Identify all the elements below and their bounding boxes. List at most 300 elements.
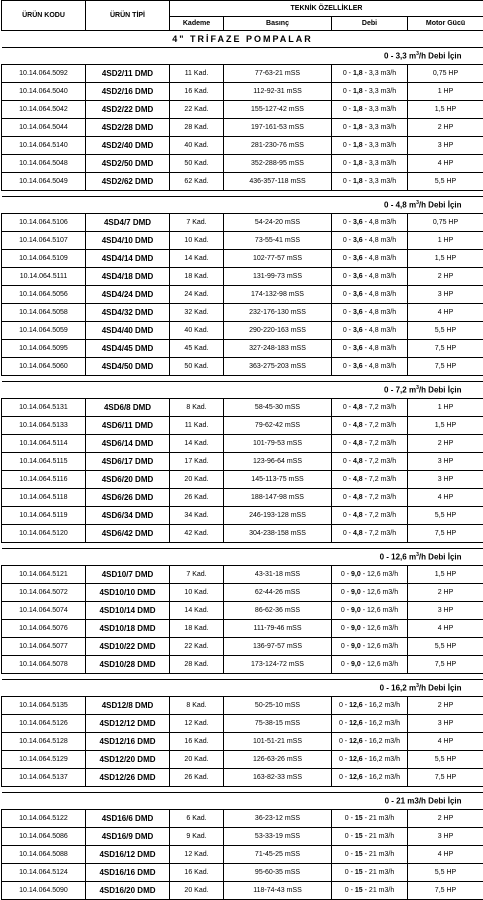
flow-nominal: 9,0	[351, 571, 361, 578]
stage-cell: 62 Kad.	[170, 173, 224, 191]
product-type-cell: 4SD12/16 DMD	[86, 733, 170, 751]
motor-power-cell: 3 HP	[408, 828, 483, 846]
table-row	[2, 471, 483, 489]
stage-cell: 14 Kad.	[170, 250, 224, 268]
flow-min: 0 -	[339, 756, 349, 763]
product-code-cell: 10.14.064.5107	[2, 232, 86, 250]
flow-min: 0 -	[343, 476, 353, 483]
motor-power-cell: 1,5 HP	[408, 101, 483, 119]
flow-nominal: 4,8	[353, 476, 363, 483]
stage-cell: 22 Kad.	[170, 638, 224, 656]
flow-min: 0 -	[339, 702, 349, 709]
motor-power-cell: 5,5 HP	[408, 751, 483, 769]
flow-cell	[332, 453, 408, 471]
product-code-cell: 10.14.064.5048	[2, 155, 86, 173]
header-product-code: ÜRÜN KODU	[2, 1, 86, 31]
flow-max: - 4,8 m3/h	[363, 237, 396, 244]
table-row	[2, 268, 483, 286]
product-type-cell: 4SD2/62 DMD	[86, 173, 170, 191]
flow-max: - 12,6 m3/h	[361, 625, 398, 632]
table-row	[2, 489, 483, 507]
table-row	[2, 566, 483, 584]
stage-cell: 40 Kad.	[170, 322, 224, 340]
flow-nominal: 4,8	[353, 404, 363, 411]
motor-power-cell: 1 HP	[408, 232, 483, 250]
product-code-cell: 10.14.064.5042	[2, 101, 86, 119]
flow-min: 0 -	[343, 458, 353, 465]
product-type-cell: 4SD6/34 DMD	[86, 507, 170, 525]
stage-cell: 14 Kad.	[170, 602, 224, 620]
flow-max: - 21 m3/h	[363, 815, 395, 822]
flow-max: - 4,8 m3/h	[363, 345, 396, 352]
product-type-cell: 4SD2/22 DMD	[86, 101, 170, 119]
flow-nominal: 1,8	[353, 106, 363, 113]
product-type-cell: 4SD2/50 DMD	[86, 155, 170, 173]
flow-min: 0 -	[341, 661, 351, 668]
motor-power-cell: 4 HP	[408, 489, 483, 507]
pressure-cell: 126-63-26 mSS	[224, 751, 332, 769]
product-code-cell: 10.14.064.5060	[2, 358, 86, 376]
flow-min: 0 -	[343, 327, 353, 334]
motor-power-cell: 0,75 HP	[408, 214, 483, 232]
flow-range-unit: /h Debi İçin	[419, 684, 462, 693]
table-row	[2, 525, 483, 543]
table-row	[2, 602, 483, 620]
flow-cell	[332, 214, 408, 232]
flow-min: 0 -	[343, 512, 353, 519]
product-code-cell: 10.14.064.5124	[2, 864, 86, 882]
flow-nominal: 15	[355, 851, 363, 858]
stage-cell: 18 Kad.	[170, 268, 224, 286]
flow-cell	[332, 417, 408, 435]
motor-power-cell: 4 HP	[408, 304, 483, 322]
product-code-cell: 10.14.064.5058	[2, 304, 86, 322]
flow-range-unit: /h Debi İçin	[419, 386, 462, 395]
pressure-cell: 86-62-36 mSS	[224, 602, 332, 620]
motor-power-cell: 2 HP	[408, 268, 483, 286]
flow-max: - 4,8 m3/h	[363, 327, 396, 334]
motor-power-cell: 5,5 HP	[408, 322, 483, 340]
pressure-cell: 352-288-95 mSS	[224, 155, 332, 173]
flow-min: 0 -	[343, 160, 353, 167]
table-row	[2, 584, 483, 602]
table-row	[2, 340, 483, 358]
product-code-cell: 10.14.064.5140	[2, 137, 86, 155]
flow-max: - 16,2 m3/h	[363, 720, 400, 727]
stage-cell: 9 Kad.	[170, 828, 224, 846]
flow-range-sup: 3	[416, 385, 419, 391]
flow-nominal: 9,0	[351, 607, 361, 614]
table-row	[2, 507, 483, 525]
flow-min: 0 -	[343, 273, 353, 280]
flow-cell	[332, 525, 408, 543]
product-type-cell: 4SD4/50 DMD	[86, 358, 170, 376]
stage-cell: 10 Kad.	[170, 584, 224, 602]
table-row	[2, 286, 483, 304]
flow-range-label	[2, 48, 483, 65]
flow-cell	[332, 846, 408, 864]
stage-cell: 26 Kad.	[170, 769, 224, 787]
stage-cell: 17 Kad.	[170, 453, 224, 471]
table-row	[2, 232, 483, 250]
flow-cell	[332, 322, 408, 340]
flow-cell	[332, 769, 408, 787]
stage-cell: 28 Kad.	[170, 119, 224, 137]
product-code-cell: 10.14.064.5114	[2, 435, 86, 453]
table-row	[2, 435, 483, 453]
flow-range-text: 0 - 3,3 m	[384, 52, 416, 61]
pressure-cell: 173-124-72 mSS	[224, 656, 332, 674]
stage-cell: 16 Kad.	[170, 864, 224, 882]
pressure-cell: 62-44-26 mSS	[224, 584, 332, 602]
flow-max: - 4,8 m3/h	[363, 363, 396, 370]
table-row	[2, 83, 483, 101]
stage-cell: 12 Kad.	[170, 715, 224, 733]
product-code-cell: 10.14.064.5129	[2, 751, 86, 769]
table-row	[2, 250, 483, 268]
pump-spec-table	[1, 0, 483, 900]
flow-cell	[332, 471, 408, 489]
product-code-cell: 10.14.064.5086	[2, 828, 86, 846]
stage-cell: 16 Kad.	[170, 83, 224, 101]
flow-nominal: 12,6	[349, 720, 363, 727]
flow-max: - 21 m3/h	[363, 833, 395, 840]
motor-power-cell: 7,5 HP	[408, 769, 483, 787]
flow-max: - 3,3 m3/h	[363, 106, 396, 113]
motor-power-cell: 2 HP	[408, 435, 483, 453]
flow-nominal: 3,6	[353, 219, 363, 226]
flow-min: 0 -	[345, 887, 355, 894]
flow-max: - 3,3 m3/h	[363, 178, 396, 185]
flow-cell	[332, 584, 408, 602]
pressure-cell: 53-33-19 mSS	[224, 828, 332, 846]
table-row	[2, 733, 483, 751]
flow-max: - 7,2 m3/h	[363, 440, 396, 447]
motor-power-cell: 1 HP	[408, 399, 483, 417]
table-row	[2, 214, 483, 232]
motor-power-cell: 1 HP	[408, 83, 483, 101]
flow-nominal: 1,8	[353, 160, 363, 167]
motor-power-cell: 4 HP	[408, 155, 483, 173]
flow-nominal: 9,0	[351, 661, 361, 668]
flow-range-unit: /h Debi İçin	[419, 52, 462, 61]
flow-nominal: 4,8	[353, 422, 363, 429]
product-code-cell: 10.14.064.5106	[2, 214, 86, 232]
header-technical-specs: TEKNİK ÖZELLİKLER	[170, 1, 483, 17]
stage-cell: 45 Kad.	[170, 340, 224, 358]
flow-cell	[332, 155, 408, 173]
flow-min: 0 -	[345, 815, 355, 822]
flow-cell	[332, 119, 408, 137]
flow-max: - 12,6 m3/h	[361, 589, 398, 596]
table-row	[2, 101, 483, 119]
flow-min: 0 -	[343, 142, 353, 149]
product-type-cell: 4SD4/7 DMD	[86, 214, 170, 232]
product-type-cell: 4SD12/20 DMD	[86, 751, 170, 769]
flow-range-text: 0 - 7,2 m	[384, 386, 416, 395]
flow-min: 0 -	[343, 404, 353, 411]
flow-max: - 3,3 m3/h	[363, 124, 396, 131]
pressure-cell: 163-82-33 mSS	[224, 769, 332, 787]
pressure-cell: 43-31-18 mSS	[224, 566, 332, 584]
stage-cell: 50 Kad.	[170, 358, 224, 376]
flow-range-header	[2, 382, 483, 399]
flow-max: - 12,6 m3/h	[361, 643, 398, 650]
motor-power-cell: 7,5 HP	[408, 358, 483, 376]
motor-power-cell: 3 HP	[408, 602, 483, 620]
flow-cell	[332, 286, 408, 304]
flow-nominal: 12,6	[349, 774, 363, 781]
product-code-cell: 10.14.064.5120	[2, 525, 86, 543]
flow-cell	[332, 810, 408, 828]
product-type-cell: 4SD12/26 DMD	[86, 769, 170, 787]
stage-cell: 18 Kad.	[170, 620, 224, 638]
flow-max: - 4,8 m3/h	[363, 291, 396, 298]
stage-cell: 7 Kad.	[170, 214, 224, 232]
motor-power-cell: 1,5 HP	[408, 417, 483, 435]
flow-nominal: 3,6	[353, 345, 363, 352]
pressure-cell: 363-275-203 mSS	[224, 358, 332, 376]
flow-nominal: 12,6	[349, 756, 363, 763]
pressure-cell: 118-74-43 mSS	[224, 882, 332, 900]
table-row	[2, 882, 483, 900]
flow-max: - 16,2 m3/h	[363, 702, 400, 709]
motor-power-cell: 2 HP	[408, 810, 483, 828]
motor-power-cell: 4 HP	[408, 620, 483, 638]
table-row	[2, 715, 483, 733]
pressure-cell: 102-77-57 mSS	[224, 250, 332, 268]
flow-nominal: 3,6	[353, 273, 363, 280]
product-code-cell: 10.14.064.5109	[2, 250, 86, 268]
header-pressure: Basınç	[224, 17, 332, 31]
flow-cell	[332, 65, 408, 83]
product-code-cell: 10.14.064.5116	[2, 471, 86, 489]
table-row	[2, 137, 483, 155]
pressure-cell: 75-38-15 mSS	[224, 715, 332, 733]
flow-cell	[332, 507, 408, 525]
pressure-cell: 58-45-30 mSS	[224, 399, 332, 417]
stage-cell: 28 Kad.	[170, 656, 224, 674]
flow-min: 0 -	[345, 833, 355, 840]
motor-power-cell: 3 HP	[408, 286, 483, 304]
table-row	[2, 304, 483, 322]
product-type-cell: 4SD16/6 DMD	[86, 810, 170, 828]
product-code-cell: 10.14.064.5122	[2, 810, 86, 828]
flow-nominal: 15	[355, 815, 363, 822]
flow-range-label	[2, 680, 483, 697]
motor-power-cell: 2 HP	[408, 697, 483, 715]
flow-cell	[332, 751, 408, 769]
motor-power-cell: 5,5 HP	[408, 507, 483, 525]
flow-range-header	[2, 793, 483, 810]
stage-cell: 40 Kad.	[170, 137, 224, 155]
header-flow: Debi	[332, 17, 408, 31]
stage-cell: 24 Kad.	[170, 286, 224, 304]
flow-max: - 7,2 m3/h	[363, 494, 396, 501]
product-code-cell: 10.14.064.5111	[2, 268, 86, 286]
flow-nominal: 4,8	[353, 512, 363, 519]
pressure-cell: 54-24-20 mSS	[224, 214, 332, 232]
table-row	[2, 751, 483, 769]
product-code-cell: 10.14.064.5092	[2, 65, 86, 83]
flow-cell	[332, 340, 408, 358]
stage-cell: 22 Kad.	[170, 101, 224, 119]
flow-nominal: 3,6	[353, 291, 363, 298]
flow-cell	[332, 638, 408, 656]
motor-power-cell: 2 HP	[408, 119, 483, 137]
flow-max: - 3,3 m3/h	[363, 142, 396, 149]
flow-cell	[332, 173, 408, 191]
flow-max: - 12,6 m3/h	[361, 661, 398, 668]
flow-range-sup: 3	[416, 552, 419, 558]
flow-nominal: 12,6	[349, 702, 363, 709]
flow-range-sup: 3	[416, 200, 419, 206]
product-type-cell: 4SD10/10 DMD	[86, 584, 170, 602]
flow-min: 0 -	[343, 106, 353, 113]
product-code-cell: 10.14.064.5128	[2, 733, 86, 751]
flow-cell	[332, 101, 408, 119]
flow-range-unit: /h Debi İçin	[419, 201, 462, 210]
flow-cell	[332, 656, 408, 674]
flow-min: 0 -	[341, 607, 351, 614]
flow-cell	[332, 232, 408, 250]
flow-nominal: 9,0	[351, 625, 361, 632]
table-row	[2, 417, 483, 435]
flow-max: - 7,2 m3/h	[363, 422, 396, 429]
flow-min: 0 -	[339, 738, 349, 745]
table-row	[2, 769, 483, 787]
pressure-cell: 36-23-12 mSS	[224, 810, 332, 828]
flow-nominal: 1,8	[353, 70, 363, 77]
product-type-cell: 4SD6/11 DMD	[86, 417, 170, 435]
product-type-cell: 4SD10/18 DMD	[86, 620, 170, 638]
flow-max: - 7,2 m3/h	[363, 404, 396, 411]
product-type-cell: 4SD4/40 DMD	[86, 322, 170, 340]
table-row	[2, 173, 483, 191]
table-row	[2, 399, 483, 417]
product-type-cell: 4SD6/26 DMD	[86, 489, 170, 507]
flow-min: 0 -	[343, 255, 353, 262]
product-code-cell: 10.14.064.5133	[2, 417, 86, 435]
flow-cell	[332, 828, 408, 846]
flow-nominal: 1,8	[353, 124, 363, 131]
flow-cell	[332, 489, 408, 507]
product-type-cell: 4SD2/16 DMD	[86, 83, 170, 101]
flow-min: 0 -	[345, 851, 355, 858]
flow-range-text: 0 - 12,6 m	[380, 553, 416, 562]
product-code-cell: 10.14.064.5131	[2, 399, 86, 417]
motor-power-cell: 7,5 HP	[408, 882, 483, 900]
stage-cell: 10 Kad.	[170, 232, 224, 250]
flow-range-sup: 3	[416, 683, 419, 689]
flow-max: - 12,6 m3/h	[361, 571, 398, 578]
table-row	[2, 828, 483, 846]
flow-max: - 7,2 m3/h	[363, 530, 396, 537]
table-row	[2, 119, 483, 137]
flow-nominal: 15	[355, 833, 363, 840]
pressure-cell: 101-79-53 mSS	[224, 435, 332, 453]
motor-power-cell: 3 HP	[408, 137, 483, 155]
flow-min: 0 -	[339, 774, 349, 781]
flow-min: 0 -	[343, 363, 353, 370]
product-type-cell: 4SD4/32 DMD	[86, 304, 170, 322]
stage-cell: 34 Kad.	[170, 507, 224, 525]
flow-min: 0 -	[341, 643, 351, 650]
product-type-cell: 4SD6/20 DMD	[86, 471, 170, 489]
stage-cell: 11 Kad.	[170, 65, 224, 83]
flow-nominal: 15	[355, 887, 363, 894]
product-code-cell: 10.14.064.5119	[2, 507, 86, 525]
product-type-cell: 4SD10/28 DMD	[86, 656, 170, 674]
flow-nominal: 9,0	[351, 589, 361, 596]
flow-min: 0 -	[343, 237, 353, 244]
stage-cell: 11 Kad.	[170, 417, 224, 435]
flow-cell	[332, 697, 408, 715]
motor-power-cell: 5,5 HP	[408, 638, 483, 656]
table-row	[2, 358, 483, 376]
flow-min: 0 -	[343, 440, 353, 447]
pressure-cell: 73-55-41 mSS	[224, 232, 332, 250]
flow-nominal: 4,8	[353, 458, 363, 465]
product-code-cell: 10.14.064.5126	[2, 715, 86, 733]
stage-cell: 8 Kad.	[170, 697, 224, 715]
flow-range-header	[2, 549, 483, 566]
table-row	[2, 620, 483, 638]
stage-cell: 8 Kad.	[170, 399, 224, 417]
flow-cell	[332, 83, 408, 101]
flow-nominal: 1,8	[353, 142, 363, 149]
table-row	[2, 638, 483, 656]
flow-min: 0 -	[341, 589, 351, 596]
flow-max: - 4,8 m3/h	[363, 255, 396, 262]
flow-nominal: 3,6	[353, 237, 363, 244]
stage-cell: 7 Kad.	[170, 566, 224, 584]
flow-min: 0 -	[343, 219, 353, 226]
flow-nominal: 3,6	[353, 363, 363, 370]
flow-cell	[332, 304, 408, 322]
table-row	[2, 155, 483, 173]
motor-power-cell: 4 HP	[408, 846, 483, 864]
pressure-cell: 79-62-42 mSS	[224, 417, 332, 435]
flow-nominal: 4,8	[353, 530, 363, 537]
table-row	[2, 864, 483, 882]
product-type-cell: 4SD2/40 DMD	[86, 137, 170, 155]
flow-nominal: 3,6	[353, 327, 363, 334]
product-code-cell: 10.14.064.5118	[2, 489, 86, 507]
flow-cell	[332, 602, 408, 620]
flow-min: 0 -	[343, 88, 353, 95]
product-code-cell: 10.14.064.5135	[2, 697, 86, 715]
stage-cell: 20 Kad.	[170, 471, 224, 489]
stage-cell: 32 Kad.	[170, 304, 224, 322]
product-type-cell: 4SD10/14 DMD	[86, 602, 170, 620]
pressure-cell: 436-357-118 mSS	[224, 173, 332, 191]
flow-range-header	[2, 680, 483, 697]
flow-nominal: 1,8	[353, 88, 363, 95]
pressure-cell: 290-220-163 mSS	[224, 322, 332, 340]
stage-cell: 20 Kad.	[170, 882, 224, 900]
stage-cell: 42 Kad.	[170, 525, 224, 543]
flow-cell	[332, 399, 408, 417]
product-code-cell: 10.14.064.5072	[2, 584, 86, 602]
flow-nominal: 9,0	[351, 643, 361, 650]
product-type-cell: 4SD2/28 DMD	[86, 119, 170, 137]
flow-range-label	[2, 549, 483, 566]
flow-range-text: 0 - 16,2 m	[380, 684, 416, 693]
flow-cell	[332, 566, 408, 584]
flow-range-label	[2, 382, 483, 399]
flow-range-label	[2, 793, 483, 810]
